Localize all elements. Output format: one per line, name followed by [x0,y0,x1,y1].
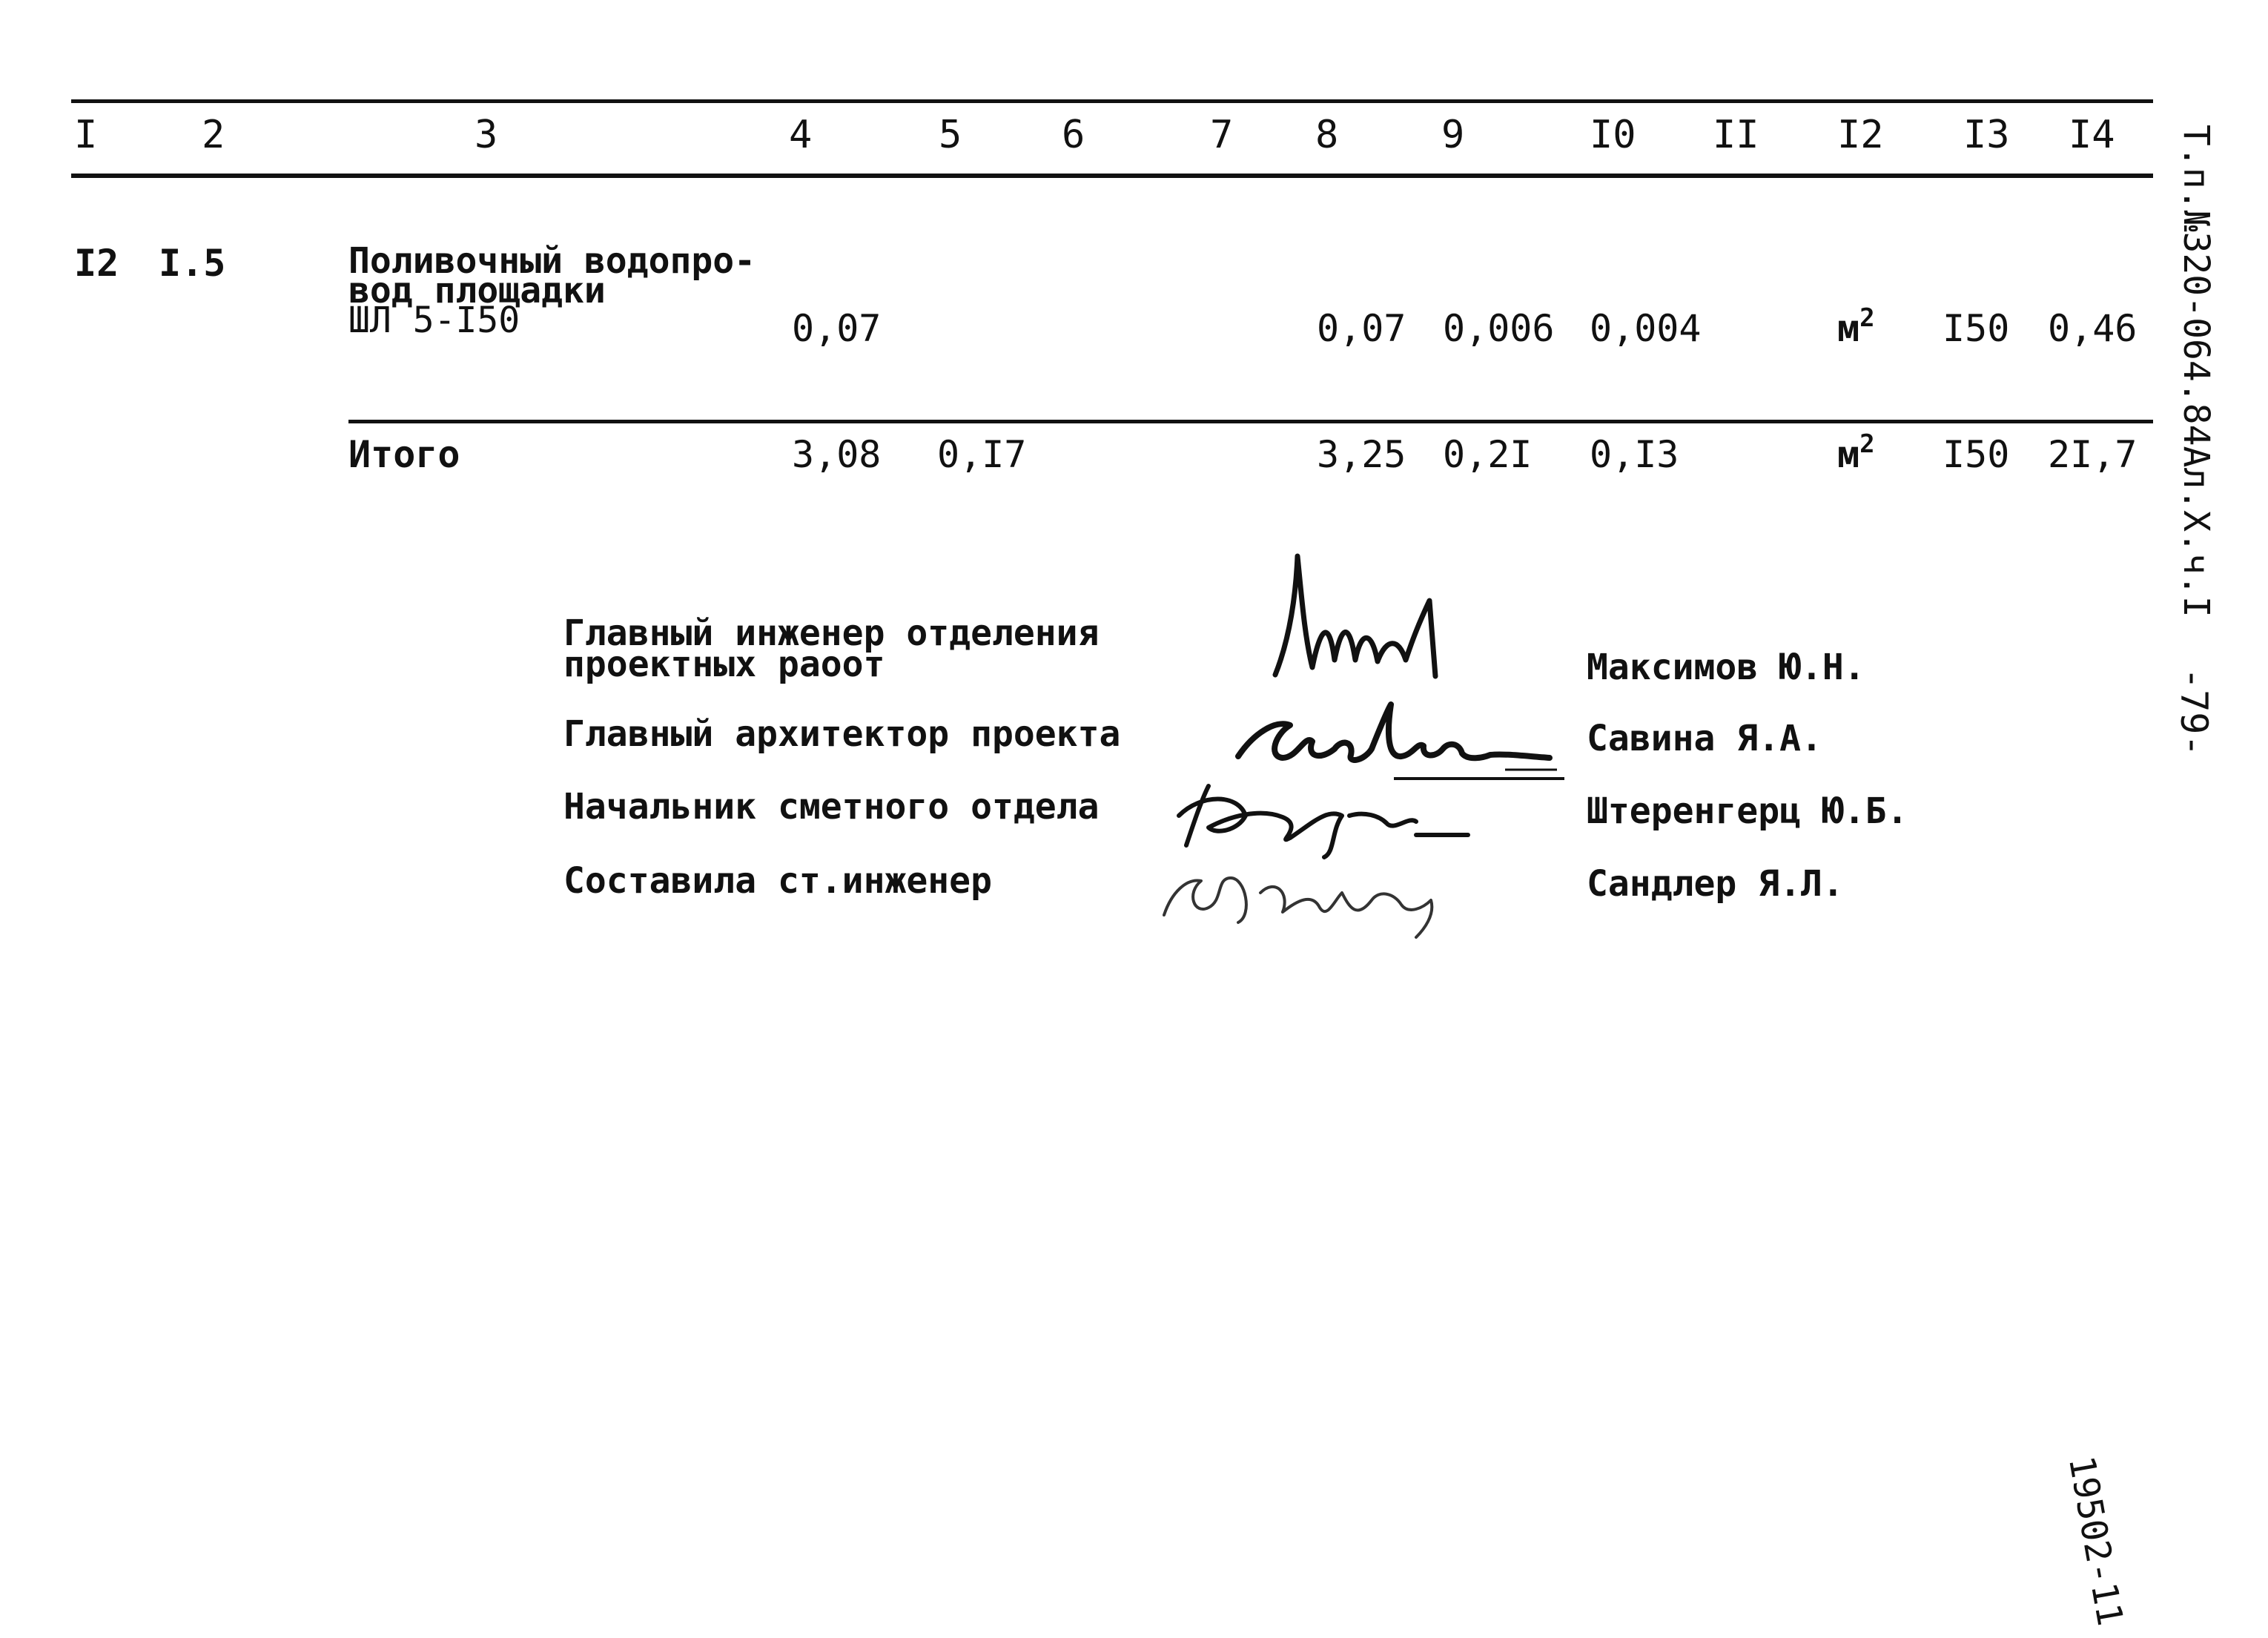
signature-4-image [1142,848,1453,945]
total-label: Итого [348,433,460,476]
total-col-8: 3,25 [1317,433,1406,476]
total-col-5: 0,I7 [937,433,1027,476]
row-col-14: 0,46 [2048,307,2138,350]
row-name [348,240,756,341]
signature-3-image [1157,764,1483,860]
total-unit-exponent: 2 [1859,429,1875,459]
col-header-10: I0 [1590,113,1636,157]
signer-4-name: Сандлер Я.Л. [1587,863,1844,905]
signer-1-name: Максимов Ю.Н. [1587,647,1865,688]
signer-2-name: Савина Я.А. [1587,718,1822,759]
col-header-5: 5 [939,113,962,157]
signer-4-role: Составила ст.инженер [563,860,992,902]
col-header-1: I [74,113,98,157]
page-number-vertical: -79- [2172,667,2215,757]
doc-code-vertical: Т.п.№320-064.84Ал.Х.ч.I [2175,125,2217,618]
col-header-7: 7 [1210,113,1234,157]
col-header-12: I2 [1837,113,1884,157]
signer-3-role: Начальник сметного отдела [563,786,1100,828]
row-unit-base: м [1837,307,1860,350]
col-header-13: I3 [1963,113,2010,157]
col-header-14: I4 [2069,113,2115,157]
total-unit [1837,429,1875,476]
archive-number: 19502-11 [2060,1453,2132,1629]
col-header-4: 4 [789,113,813,157]
total-col-9: 0,2I [1443,433,1533,476]
signer-1-role-line-1: Главный инженер отделения [563,612,1100,654]
header-bottom-rule [71,174,2153,178]
total-rule [348,420,2153,423]
row-unit-exponent: 2 [1859,303,1875,333]
row-col-10: 0,004 [1590,307,1702,350]
row-number: I2 [74,242,119,285]
col-header-9: 9 [1441,113,1465,157]
col-header-11: II [1713,113,1759,157]
top-rule [71,99,2153,103]
row-code: I.5 [159,242,226,285]
row-col-13: I50 [1943,307,2010,350]
total-col-14: 2I,7 [2048,433,2138,476]
total-col-13: I50 [1943,433,2010,476]
total-col-4: 3,08 [792,433,882,476]
col-header-2: 2 [202,113,225,157]
col-header-3: 3 [475,113,498,157]
row-col-4: 0,07 [792,307,882,350]
row-col-8: 0,07 [1317,307,1406,350]
signature-1-image [1260,549,1453,690]
row-unit [1837,303,1875,350]
row-col-9: 0,006 [1443,307,1555,350]
row-name-line-3: ШЛ 5-I50 [348,300,520,341]
col-header-6: 6 [1062,113,1085,157]
signer-1-role [563,612,1100,685]
row-name-line-2: вод площадки [348,270,606,311]
total-unit-base: м [1837,433,1860,476]
signer-1-role-line-2: проектных раоот [563,644,885,685]
col-header-8: 8 [1315,113,1339,157]
row-name-line-1: Поливочный водопро- [348,240,756,282]
signer-2-role: Главный архитектор проекта [563,713,1121,755]
total-col-10: 0,I3 [1590,433,1679,476]
signer-3-name: Штеренгерц Ю.Б. [1587,790,1908,832]
